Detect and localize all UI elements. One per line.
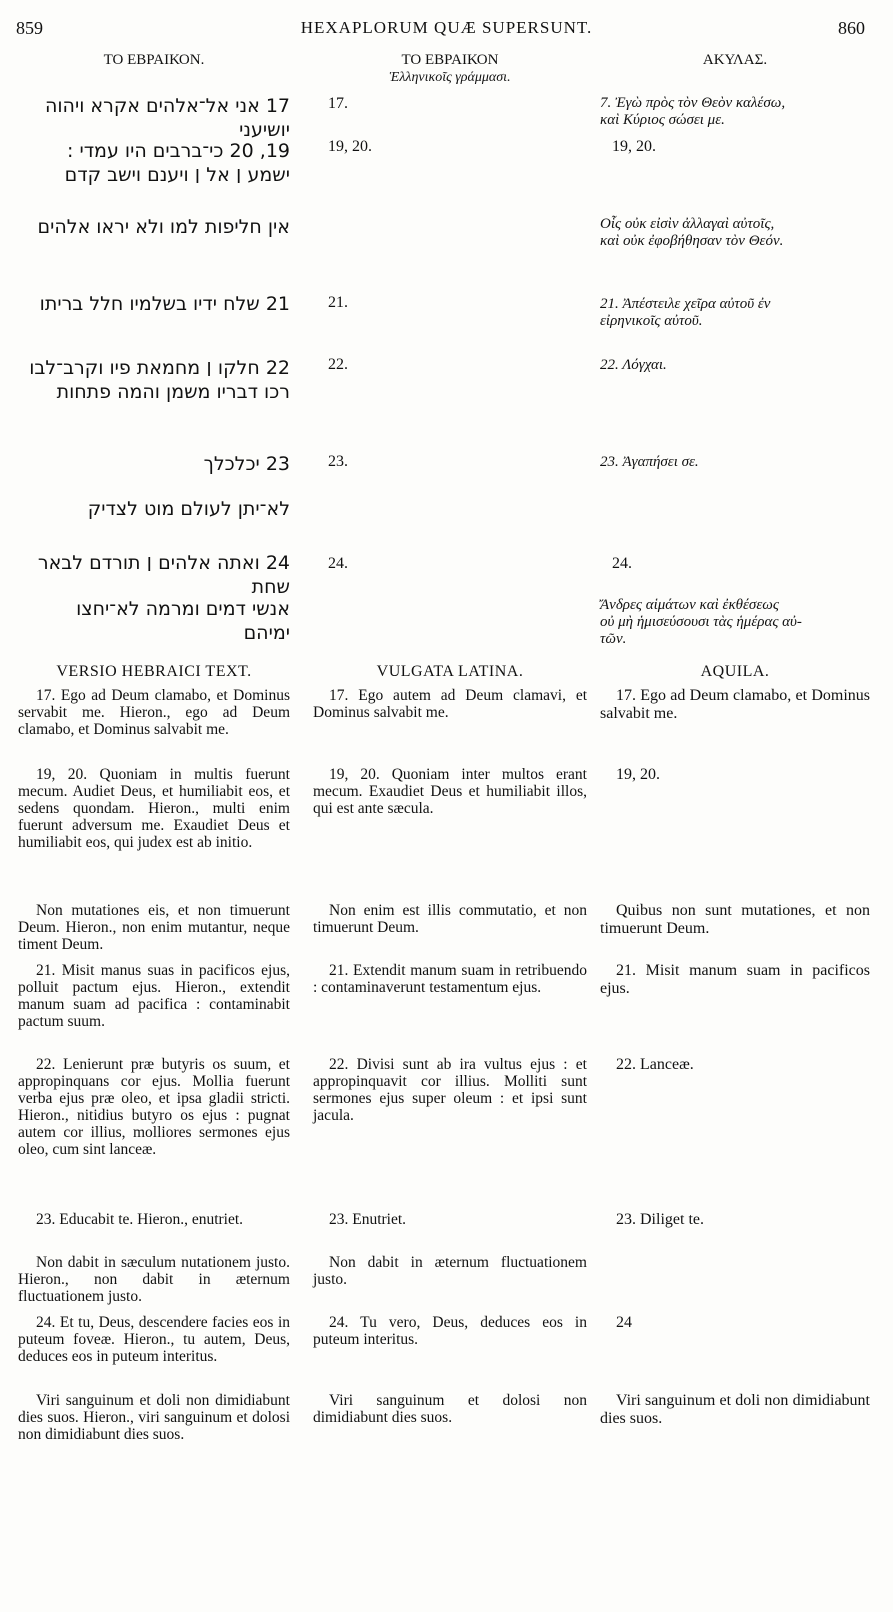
aquila-greek-verse-17: 7. Ἐγὼ πρὸς τὸν Θεὸν καλέσω, καὶ Κύριος σώσει με. — [600, 95, 786, 128]
hebrew-verse-17: 17 אני אל־אלהים אקרא ויהוה יושיעני — [44, 95, 290, 141]
versio-verse-23: 23. Educabit te. Hieron., enutriet. — [36, 1211, 244, 1228]
aquila-latin-verse-21: 21. Misit manum suam in pacificos ejus. — [600, 962, 870, 997]
versio-verse-21: 21. Misit manus suas in pacificos ejus, polluit pactum ejus. Hieron., extendit manum suam ad pacifica : contaminabit pactum suum. — [18, 962, 290, 1030]
hebrew-line-no-moving: לא־יתן לעולם מוט לצדיק — [87, 498, 290, 520]
hebrew-greek-subtitle: Ἑλληνικοῖς γράμμασι. — [389, 70, 511, 85]
aquila-greek-verse-22: 22. Λόγχαι. — [600, 357, 667, 373]
aquila-greek-bloody-men: Ἄνδρες αἱμάτων καὶ ἐκθέσεως οὐ μὴ ἡμισεύσουσι τὰς ἡμέρας αὐ- τῶν. — [600, 597, 802, 647]
hebrew-greek-column-header — [313, 52, 587, 86]
versio-no-change: Non mutationes eis, et non timuerunt Deum. Hieron., non enim mutantur, neque timent Deum. — [18, 902, 290, 953]
aquila-latin-no-change: Quibus non sunt mutationes, et non timuerunt Deum. — [600, 902, 870, 937]
hebrew-column-header: ΤΟ ΕΒΡΑΙΚΟΝ. — [103, 52, 205, 68]
versio-bloody-men: Viri sanguinum et doli non dimidiabunt dies suos. Hieron., viri sanguinum et dolosi non dimidiabunt dies suos. — [18, 1392, 290, 1443]
vulgata-verse-23: 23. Enutriet. — [329, 1211, 407, 1228]
hebrew-greek-title: ΤΟ ΕΒΡΑΙΚΟΝ — [401, 52, 499, 68]
translit-verse-19-20: 19, 20. — [328, 138, 372, 155]
versio-header: VERSIO HEBRAICI TEXT. — [56, 663, 252, 680]
aquila-latin-header: AQUILA. — [700, 663, 770, 680]
versio-verse-17: 17. Ego ad Deum clamabo, et Dominus servabit me. Hieron., ego ad Deum clamabo, et Dominus salvabit me. — [18, 687, 290, 738]
hebrew-verse-21: 21 שלח ידיו בשלמיו חלל בריתו — [39, 293, 290, 315]
hebrew-line-no-change: אין חליפות למו ולא יראו אלהים — [37, 216, 290, 238]
vulgata-verse-24: 24. Tu vero, Deus, deduces eos in puteum interitus. — [313, 1314, 587, 1348]
vulgata-no-moving: Non dabit in æternum fluctuationem justo. — [313, 1254, 587, 1288]
hebrew-verse-22: 22 חלקו ׀ מחמאת פיו וקרב־לבו רכו דבריו משמן והמה פתחות — [29, 357, 290, 403]
hebrew-verse-24: 24 ואתה אלהים ׀ תורדם לבאר שחת — [37, 552, 290, 598]
aquila-latin-bloody-men: Viri sanguinum et doli non dimidiabunt dies suos. — [600, 1392, 870, 1427]
aquila-greek-verse-19-20: 19, 20. — [612, 138, 656, 155]
aquila-latin-verse-24: 24 — [616, 1314, 632, 1331]
page-number-left: 859 — [16, 18, 43, 38]
hebrew-line-bloody-men: אנשי דמים ומרמה לא־יחצו ימיהם — [76, 598, 290, 644]
aquila-latin-verse-23: 23. Diliget te. — [616, 1211, 704, 1228]
vulgata-verse-21: 21. Extendit manum suam in retribuendo : contaminaverunt testamentum ejus. — [313, 962, 587, 996]
vulgata-verse-22: 22. Divisi sunt ab ira vultus ejus : et appropinquavit cor illius. Molliti sunt sermones ejus super oleum : et ipsi sunt jacula. — [313, 1056, 587, 1124]
vulgata-header: VULGATA LATINA. — [376, 663, 524, 680]
hebrew-verse-23: 23 יכלכלך — [203, 453, 290, 475]
translit-verse-23: 23. — [328, 453, 348, 470]
vulgata-verse-17: 17. Ego autem ad Deum clamavi, et Dominus salvabit me. — [313, 687, 587, 721]
aquila-latin-verse-22: 22. Lanceæ. — [616, 1056, 694, 1073]
aquila-greek-verse-23: 23. Ἀγαπήσει σε. — [600, 454, 699, 470]
translit-verse-24: 24. — [328, 555, 348, 572]
vulgata-verse-19-20: 19, 20. Quoniam inter multos erant mecum. Exaudiet Deus et humiliabit illos, qui est ante sæcula. — [313, 766, 587, 817]
aquila-greek-column-header: ΑΚΥΛΑΣ. — [702, 52, 768, 68]
versio-verse-22: 22. Lenierunt præ butyris os suum, et appropinquans cor ejus. Mollia fuerunt verba ejus præ oleo, et ipsa gladii stricti. Hieron., nitidius butyro os ejus : pugnat autem cor illius, molliores sermones ejus oleo, cum sint lanceæ. — [18, 1056, 290, 1158]
vulgata-bloody-men: Viri sanguinum et dolosi non dimidiabunt dies suos. — [313, 1392, 587, 1426]
aquila-greek-no-change: Οἷς οὐκ εἰσὶν ἀλλαγαὶ αὐτοῖς, καὶ οὐκ ἐφοβήθησαν τὸν Θεόν. — [600, 216, 784, 249]
vulgata-no-change: Non enim est illis commutatio, et non timuerunt Deum. — [313, 902, 587, 936]
aquila-latin-verse-19-20: 19, 20. — [616, 766, 660, 783]
aquila-greek-verse-21: 21. Ἀπέστειλε χεῖρα αὐτοῦ ἐν εἰρηνικοῖς αὐτοῦ. — [600, 296, 771, 329]
versio-verse-19-20: 19, 20. Quoniam in multis fuerunt mecum. Audiet Deus, et humiliabit eos, et sedens quondam. Hieron., multi enim fuerunt adversum me. Exaudiet Deus et humiliabit eos, qui judex est ab initio. — [18, 766, 290, 851]
page-number-right: 860 — [838, 18, 865, 38]
translit-verse-22: 22. — [328, 356, 348, 373]
versio-verse-24: 24. Et tu, Deus, descendere facies eos in puteum foveæ. Hieron., tu autem, Deus, deduces eos in puteum interitus. — [18, 1314, 290, 1365]
running-title: HEXAPLORUM QUÆ SUPERSUNT. — [300, 18, 593, 37]
aquila-greek-verse-24: 24. — [612, 555, 632, 572]
aquila-latin-verse-17: 17. Ego ad Deum clamabo, et Dominus salvabit me. — [600, 687, 870, 722]
translit-verse-17: 17. — [328, 95, 348, 112]
versio-no-moving: Non dabit in sæculum nutationem justo. Hieron., non dabit in æternum fluctuationem justo. — [18, 1254, 290, 1305]
hebrew-verse-19-20: 19, 20 כי־ברבים היו עמדי : ישמע ׀ אל ׀ ויענם וישב קדם — [64, 140, 290, 186]
translit-verse-21: 21. — [328, 294, 348, 311]
